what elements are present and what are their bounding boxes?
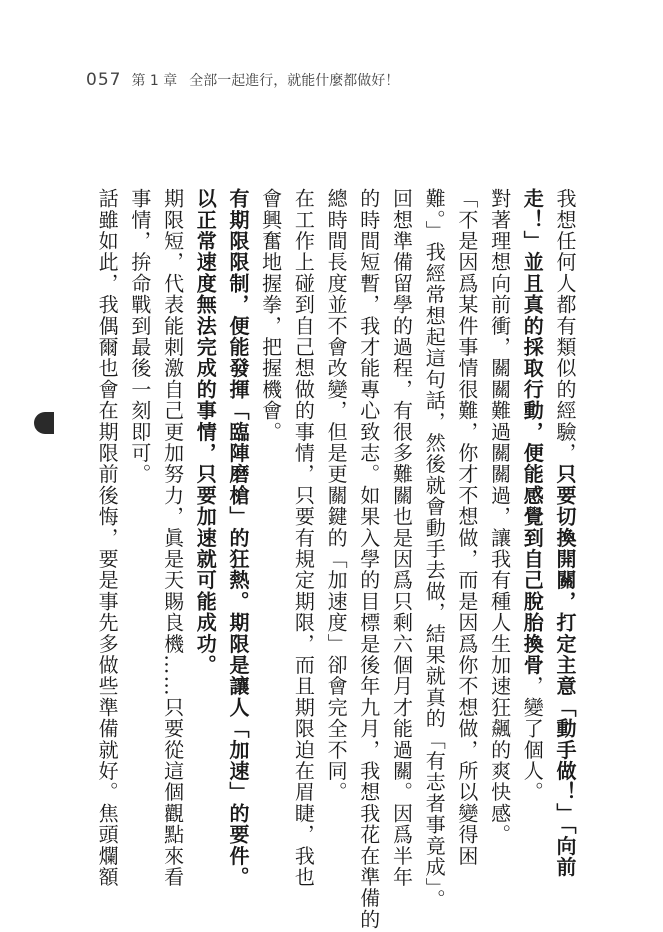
text-run: 總時間長度並不會改變，但是更關鍵的「加速度」卻會完全不同。: [324, 188, 349, 803]
text-line: [417, 188, 450, 910]
text-line: [123, 188, 156, 848]
text-line: [352, 188, 385, 930]
page-number: 057: [86, 70, 122, 90]
text-line: [319, 188, 352, 848]
text-line: [287, 188, 320, 888]
text-run: 事情，拚命戰到最後一刻即可。: [127, 188, 152, 485]
text-run: 的時間短暫，我才能專心致志。如果入學的目標是後年九月，我想我花在準備的: [356, 188, 381, 930]
text-line: [483, 188, 516, 848]
text-run: 話雖如此，我偶爾也會在期限前後悔，要是事先多做些準備就好。焦頭爛額: [95, 188, 120, 888]
text-run: 難。」我經常想起這句話，然後就會動手去做，結果就真的「有志者事竟成」。: [422, 188, 447, 910]
bold-text-run: 走！」並且真的採取行動，便能感覺到自己脫胎換骨: [520, 188, 545, 676]
text-line: [221, 188, 254, 888]
body-text: [90, 188, 581, 930]
text-run: 我想任何人都有類似的經驗，: [553, 188, 577, 464]
chapter-label: 第 1 章: [131, 73, 178, 89]
bold-text-run: 有期限限制，便能發揮「臨陣磨槍」的狂熱。期限是讓人「加速」的要件。: [225, 188, 250, 888]
text-run: 會興奮地握拳，把握機會。: [258, 188, 283, 443]
text-line: [548, 188, 581, 878]
text-line: [385, 188, 418, 888]
text-line: [189, 188, 222, 848]
bold-text-run: 以正常速度無法完成的事情，只要加速就可能成功。: [193, 188, 218, 676]
text-run: 「不是因爲某件事情很難，你才不想做，而是因爲你不想做，所以變得困: [454, 188, 479, 867]
text-run: 對著理想向前衝，關關難過關關過，讓我有種人生加速狂飆的爽快感。: [487, 188, 512, 846]
thumb-index-tab: [34, 412, 54, 434]
text-run: ，變了個人。: [520, 675, 545, 803]
bold-text-run: 只要切換開關，打定主意「動手做！」「向前: [553, 463, 577, 878]
chapter-title: 全部一起進行，就能什麼都做好！: [189, 73, 400, 89]
text-line: [450, 188, 483, 867]
text-line: [90, 188, 123, 888]
text-line: [156, 188, 189, 888]
text-run: 在工作上碰到自己想做的事情，只要有規定期限，而且期限迫在眉睫，我也: [291, 188, 316, 888]
text-line: [516, 188, 549, 848]
running-header: [86, 70, 399, 90]
text-line: [254, 188, 287, 848]
text-run: 期限短，代表能刺激自己更加努力，眞是天賜良機……只要從這個觀點來看: [160, 188, 185, 888]
text-run: 回想準備留學的過程，有很多難關也是因爲只剩六個月才能過關。因爲半年: [389, 188, 414, 888]
